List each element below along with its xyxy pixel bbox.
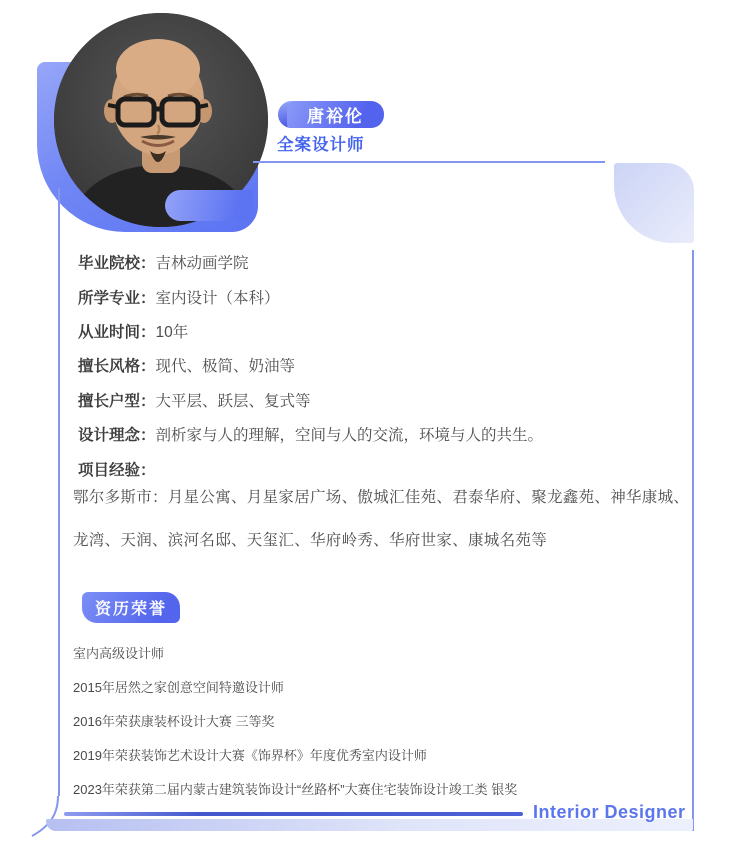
project-experience-text: 鄂尔多斯市：月星公寓、月星家居广场、傲城汇佳苑、君泰华府、聚龙鑫苑、神华康城、龙湾、天润、滨河名邸、天玺汇、华府岭秀、华府世家、康城名苑等 xyxy=(73,489,690,549)
info-value: 吉林动画学院 xyxy=(155,255,249,273)
info-row xyxy=(78,417,698,451)
photo-leaf-shape xyxy=(165,190,253,221)
honors-badge-label: 资历荣誉 xyxy=(94,601,167,618)
info-row xyxy=(78,383,698,417)
left-border-line xyxy=(58,188,60,796)
honor-item: 2019年荣获装饰艺术设计大赛《饰界杯》年度优秀室内设计师 xyxy=(73,747,427,763)
honor-item: 2016年荣获康装杯设计大赛 三等奖 xyxy=(73,713,275,729)
honors-section-badge xyxy=(82,592,180,623)
honor-item: 2023年荣获第二届内蒙古建筑装饰设计“丝路杯”大赛住宅装饰设计竣工类 银奖 xyxy=(73,781,518,797)
designer-name: 唐裕伦 xyxy=(307,107,364,126)
info-row xyxy=(78,245,698,279)
info-row xyxy=(78,314,698,348)
corner-leaf-shape xyxy=(614,163,694,243)
name-badge xyxy=(287,101,384,128)
info-label: 从业时间： xyxy=(78,323,156,341)
info-value: 10年 xyxy=(155,323,189,341)
designer-role: 全案设计师 xyxy=(277,136,365,154)
info-row xyxy=(78,279,698,313)
info-label: 擅长风格： xyxy=(78,358,156,376)
info-value: 大平层、跃层、复式等 xyxy=(155,392,311,410)
honor-item: 2015年居然之家创意空间特邀设计师 xyxy=(73,679,284,695)
info-row xyxy=(78,348,698,382)
info-label: 项目经验： xyxy=(78,461,156,479)
footer-tagline: Interior Designer xyxy=(533,802,686,822)
info-value: 剖析家与人的理解，空间与人的交流，环境与人的共生。 xyxy=(155,427,544,445)
info-label: 所学专业： xyxy=(78,289,156,307)
info-label: 设计理念： xyxy=(78,427,156,445)
info-value: 室内设计（本科） xyxy=(155,289,280,307)
info-label: 擅长户型： xyxy=(78,392,156,410)
header-divider-line xyxy=(253,161,605,163)
info-label: 毕业院校： xyxy=(78,255,156,273)
honor-item: 室内高级设计师 xyxy=(73,645,165,661)
info-value: 现代、极简、奶油等 xyxy=(155,358,296,376)
profile-info-list xyxy=(78,245,698,486)
footer-accent-line xyxy=(64,812,523,816)
honors-list xyxy=(73,635,693,805)
bottom-left-swoosh xyxy=(20,788,80,844)
